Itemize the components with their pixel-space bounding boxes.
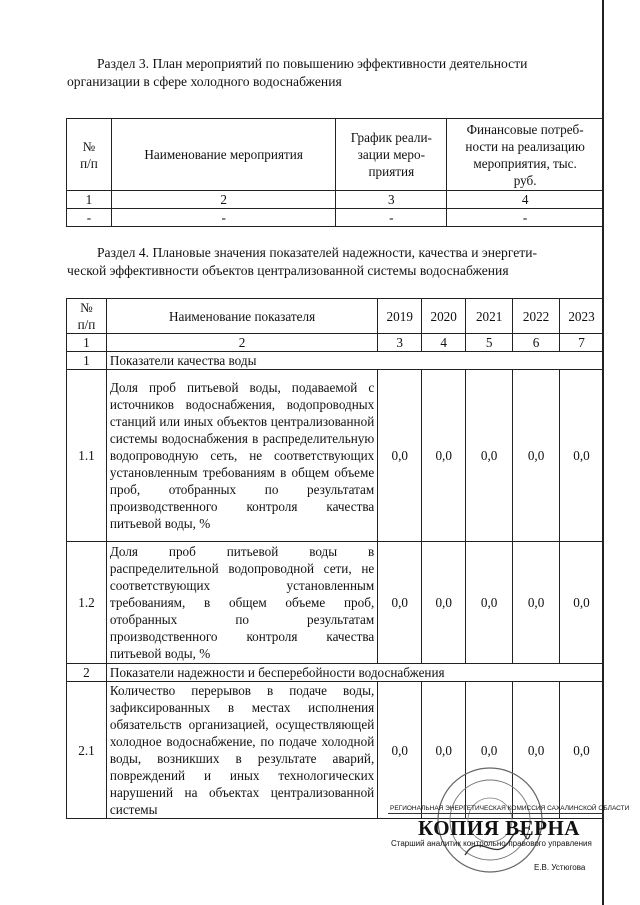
group-row — [67, 352, 604, 370]
value-cell: 0,0 — [560, 370, 604, 542]
column-header-indicator: Наименование показателя — [106, 299, 377, 334]
stamp-name: Е.В. Устюгова — [534, 863, 586, 872]
table-row — [67, 370, 604, 542]
table-cell: 5 — [466, 334, 513, 352]
table-cell: 3 — [378, 334, 422, 352]
section4-heading-line1: Раздел 4. Плановые значения показателей надежности, качества и энергети- — [97, 245, 537, 260]
table-cell: 2 — [106, 334, 377, 352]
table-row — [67, 191, 604, 209]
group-num: 1 — [67, 352, 107, 370]
table-cell: - — [447, 209, 604, 227]
column-header-year: 2019 — [378, 299, 422, 334]
table-row — [67, 542, 604, 664]
value-cell: 0,0 — [513, 682, 560, 819]
group-num: 2 — [67, 664, 107, 682]
value-cell: 0,0 — [513, 370, 560, 542]
value-cell: 0,0 — [560, 682, 604, 819]
table-row — [67, 334, 604, 352]
value-cell: 0,0 — [513, 542, 560, 664]
table-header-row — [67, 299, 604, 334]
stamp-organization: РЕГИОНАЛЬНАЯ ЭНЕРГЕТИЧЕСКАЯ КОМИССИЯ САХАЛИНСКОЙ ОБЛАСТИ — [390, 805, 630, 812]
section4-heading — [67, 244, 607, 280]
indicator-text: Доля проб питьевой воды в распределительной водопроводной сети, не соответствующих установленным требованиям, в общем объеме проб, отобранных по результатам производственного контроля качества питьевой воды, % — [106, 542, 377, 664]
table-cell: 6 — [513, 334, 560, 352]
section3-heading-line1: Раздел 3. План мероприятий по повышению эффективности деятельности — [97, 56, 528, 71]
indicator-text: Доля проб питьевой воды, подаваемой с источников водоснабжения, водопроводных станций или иных объектов централизованной системы водоснабжения в распределительную водопроводную сеть, не соответствующих установленным требованиям в общем объеме проб, отобранных по результатам производственного контроля качества питьевой воды, % — [106, 370, 377, 542]
column-header-year: 2020 — [422, 299, 466, 334]
table-cell: - — [111, 209, 336, 227]
table-cell: 3 — [336, 191, 447, 209]
section3-table — [66, 118, 604, 227]
table-cell: - — [336, 209, 447, 227]
row-num: 2.1 — [67, 682, 107, 819]
value-cell: 0,0 — [378, 370, 422, 542]
row-num: 1.1 — [67, 370, 107, 542]
group-title: Показатели надежности и бесперебойности водоснабжения — [106, 664, 603, 682]
column-header-year: 2022 — [513, 299, 560, 334]
section3-heading — [67, 55, 607, 91]
table-cell: 4 — [447, 191, 604, 209]
table-cell: 1 — [67, 334, 107, 352]
indicator-text: Количество перерывов в подаче воды, зафиксированных в местах исполнения обязательств организацией, осуществляющей холодное водоснабжение, по подаче холодной воды, возникших в результате аварий, повреждений и иных технологических нарушений на объектах централизованной системы — [106, 682, 377, 819]
column-header-num: № п/п — [67, 119, 112, 191]
stamp-title: КОПИЯ ВЕРНА — [418, 816, 580, 840]
table-cell: 4 — [422, 334, 466, 352]
table-cell: 2 — [111, 191, 336, 209]
stamp-position: Старший аналитик контрольно-правового управления — [391, 839, 592, 848]
table-cell: 1 — [67, 191, 112, 209]
column-header-finance: Финансовые потреб- ности на реализацию мероприятия, тыс. руб. — [447, 119, 604, 191]
table-cell: - — [67, 209, 112, 227]
value-cell: 0,0 — [422, 370, 466, 542]
column-header-num: № п/п — [67, 299, 107, 334]
column-header-name: Наименование мероприятия — [111, 119, 336, 191]
column-header-year: 2023 — [560, 299, 604, 334]
table-cell: 7 — [560, 334, 604, 352]
group-row — [67, 664, 604, 682]
value-cell: 0,0 — [422, 682, 466, 819]
column-header-year: 2021 — [466, 299, 513, 334]
value-cell: 0,0 — [378, 542, 422, 664]
value-cell: 0,0 — [466, 542, 513, 664]
value-cell: 0,0 — [560, 542, 604, 664]
certified-copy-stamp — [388, 805, 630, 875]
value-cell: 0,0 — [378, 682, 422, 819]
section4-table — [66, 298, 604, 819]
value-cell: 0,0 — [466, 370, 513, 542]
stamp-divider — [388, 813, 604, 814]
table-header-row — [67, 119, 604, 191]
group-title: Показатели качества воды — [106, 352, 603, 370]
value-cell: 0,0 — [422, 542, 466, 664]
value-cell: 0,0 — [466, 682, 513, 819]
column-header-schedule: График реали- зации меро- приятия — [336, 119, 447, 191]
section3-heading-line2: организации в сфере холодного водоснабжения — [67, 74, 342, 89]
section4-heading-line2: ческой эффективности объектов централизованной системы водоснабжения — [67, 263, 509, 278]
row-num: 1.2 — [67, 542, 107, 664]
table-row — [67, 209, 604, 227]
